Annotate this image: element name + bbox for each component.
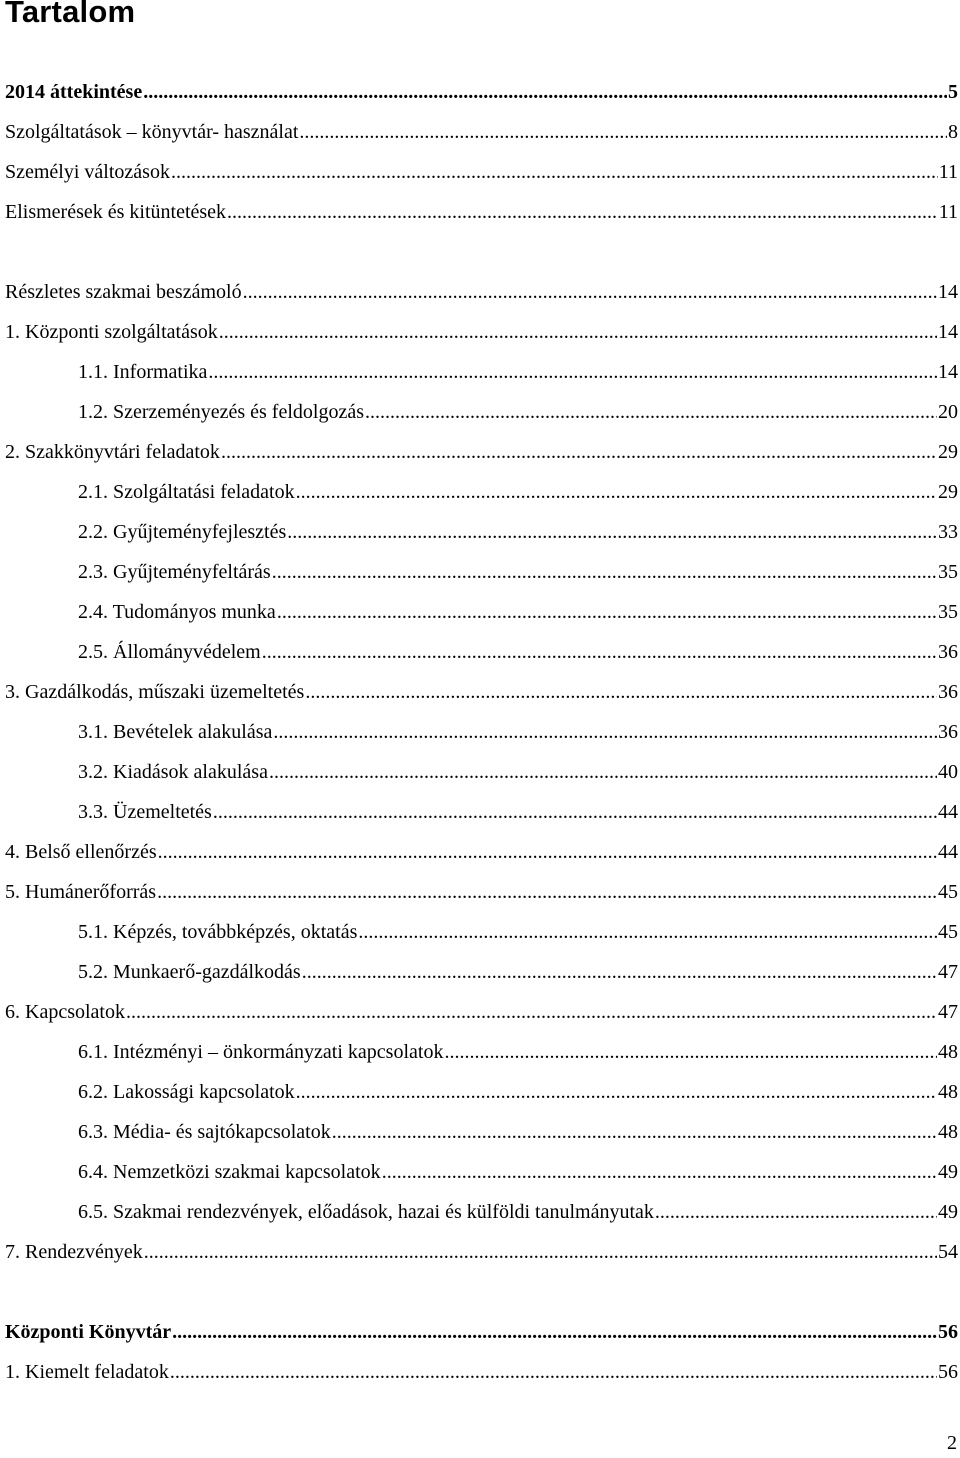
toc-entry[interactable]	[5, 424, 958, 464]
toc-entry-label: Részletes szakmai beszámoló	[5, 281, 242, 303]
toc-entry-page: 45	[938, 921, 958, 943]
toc-entry[interactable]	[78, 1064, 958, 1104]
toc-entry-page: 54	[938, 1241, 958, 1263]
toc-entry-page: 36	[938, 721, 958, 743]
toc-entry-page: 48	[938, 1121, 958, 1143]
toc-entry[interactable]	[5, 304, 958, 344]
toc-dot-leader	[262, 640, 937, 664]
toc-dot-leader	[277, 600, 937, 624]
toc-dot-leader	[358, 920, 937, 944]
toc-dot-leader	[655, 1200, 937, 1224]
toc-entry-page: 36	[938, 681, 958, 703]
page-title: Tartalom	[5, 0, 136, 29]
page-number: 2	[947, 1432, 957, 1454]
toc-dot-leader	[272, 560, 937, 584]
toc-entry-page: 14	[938, 281, 958, 303]
toc-entry-page: 33	[938, 521, 958, 543]
toc-entry-label: 2.1. Szolgáltatási feladatok	[78, 481, 295, 503]
toc-entry[interactable]	[78, 1024, 958, 1064]
toc-entry-label: 1.2. Szerzeményezés és feldolgozás	[78, 401, 364, 423]
toc-entry-label: Személyi változások	[5, 161, 170, 183]
toc-entry[interactable]	[5, 144, 958, 184]
toc-dot-leader	[126, 1000, 937, 1024]
toc-entry[interactable]	[5, 664, 958, 704]
toc-entry-page: 35	[938, 601, 958, 623]
toc-dot-leader	[221, 440, 937, 464]
toc-dot-leader	[296, 480, 937, 504]
toc-entry-label: 6.3. Média- és sajtókapcsolatok	[78, 1121, 331, 1143]
toc-entry-label: 2.3. Gyűjteményfeltárás	[78, 561, 271, 583]
toc-entry-label: 1. Kiemelt feladatok	[5, 1361, 169, 1383]
toc-entry[interactable]	[78, 384, 958, 424]
toc-entry-label: 6.1. Intézményi – önkormányzati kapcsolatok	[78, 1041, 444, 1063]
toc-entry-label: 5.1. Képzés, továbbképzés, oktatás	[78, 921, 358, 943]
toc-dot-leader	[157, 880, 937, 904]
toc-entry[interactable]	[5, 824, 958, 864]
toc-entry-label: 5. Humánerőforrás	[5, 881, 157, 903]
toc-entry-page: 47	[938, 1001, 958, 1023]
toc-entry[interactable]	[78, 1184, 958, 1224]
toc-entry[interactable]	[78, 704, 958, 744]
toc-entry-label: 3.1. Bevételek alakulása	[78, 721, 273, 743]
toc-entry[interactable]	[5, 984, 958, 1024]
toc-entry-page: 56	[938, 1321, 958, 1343]
toc-dot-leader	[332, 1120, 937, 1144]
toc-entry-page: 29	[938, 481, 958, 503]
toc-entry-page: 14	[938, 321, 958, 343]
toc-entry-page: 44	[938, 801, 958, 823]
toc-entry-label: 3.2. Kiadások alakulása	[78, 761, 268, 783]
toc-entry[interactable]	[5, 1304, 958, 1344]
toc-entry-page: 56	[938, 1361, 958, 1383]
toc-entry-page: 48	[938, 1081, 958, 1103]
toc-entry-label: 4. Belső ellenőrzés	[5, 841, 157, 863]
toc-entry-page: 48	[938, 1041, 958, 1063]
toc-entry-label: 2.4. Tudományos munka	[78, 601, 276, 623]
toc-entry[interactable]	[5, 104, 958, 144]
toc-entry[interactable]	[78, 504, 958, 544]
toc-entry[interactable]	[78, 624, 958, 664]
toc-entry-label: 2. Szakkönyvtári feladatok	[5, 441, 220, 463]
toc-entry-label: 7. Rendezvények	[5, 1241, 143, 1263]
toc-entry-label: 1.1. Informatika	[78, 361, 208, 383]
toc-entry-label: 6.2. Lakossági kapcsolatok	[78, 1081, 295, 1103]
toc-dot-leader	[299, 120, 947, 144]
toc-dot-leader	[382, 1160, 937, 1184]
toc-dot-leader	[143, 80, 947, 104]
toc-entry[interactable]	[78, 584, 958, 624]
toc-dot-leader	[243, 280, 937, 304]
toc-entry-label: 6. Kapcsolatok	[5, 1001, 125, 1023]
toc-entry-page: 36	[938, 641, 958, 663]
toc-entry-label: 6.4. Nemzetközi szakmai kapcsolatok	[78, 1161, 381, 1183]
toc-entry-page: 11	[938, 201, 958, 223]
toc-entry-label: Elismerések és kitüntetések	[5, 201, 227, 223]
toc-entry[interactable]	[78, 1144, 958, 1184]
toc-entry[interactable]	[78, 904, 958, 944]
toc-dot-leader	[269, 760, 937, 784]
toc-entry-label: 5.2. Munkaerő-gazdálkodás	[78, 961, 301, 983]
toc-entry[interactable]	[78, 344, 958, 384]
toc-dot-leader	[296, 1080, 937, 1104]
toc-entry[interactable]	[78, 744, 958, 784]
toc-entry[interactable]	[5, 1224, 958, 1264]
toc-dot-leader	[171, 160, 938, 184]
toc-dot-leader	[158, 840, 937, 864]
toc-entry-label: 2.2. Gyűjteményfejlesztés	[78, 521, 287, 543]
toc-dot-leader	[227, 200, 938, 224]
toc-entry-page: 45	[938, 881, 958, 903]
toc-entry-page: 49	[938, 1161, 958, 1183]
toc-dot-leader	[305, 680, 937, 704]
toc-dot-leader	[144, 1240, 937, 1264]
toc-entry-page: 29	[938, 441, 958, 463]
toc-dot-leader	[213, 800, 937, 824]
toc-dot-leader	[302, 960, 937, 984]
toc-entry-page: 5	[948, 81, 958, 103]
toc-entry[interactable]	[5, 64, 958, 104]
toc-entry[interactable]	[5, 264, 958, 304]
toc-entry[interactable]	[78, 784, 958, 824]
toc-entry[interactable]	[5, 184, 958, 224]
toc-entry[interactable]	[5, 864, 958, 904]
toc-entry-page: 49	[938, 1201, 958, 1223]
toc-entry-page: 8	[948, 121, 958, 143]
toc-dot-leader	[170, 1360, 937, 1384]
toc-entry-page: 40	[938, 761, 958, 783]
toc-dot-leader	[444, 1040, 937, 1064]
toc-entry-page: 11	[938, 161, 958, 183]
toc-entry-page: 20	[938, 401, 958, 423]
toc-entry-label: 2014 áttekintése	[5, 81, 143, 103]
toc-entry-label: Központi Könyvtár	[5, 1321, 172, 1343]
toc-dot-leader	[273, 720, 937, 744]
toc-entry-label: 3.3. Üzemeltetés	[78, 801, 212, 823]
toc-entry-page: 35	[938, 561, 958, 583]
toc-entry[interactable]	[5, 1344, 958, 1384]
toc-entry[interactable]	[78, 944, 958, 984]
toc-entry[interactable]	[78, 464, 958, 504]
toc-entry-page: 47	[938, 961, 958, 983]
toc-dot-leader	[172, 1320, 937, 1344]
toc-entry-label: 1. Központi szolgáltatások	[5, 321, 218, 343]
toc-entry-page: 14	[938, 361, 958, 383]
toc-entry-label: 6.5. Szakmai rendezvények, előadások, hazai és külföldi tanulmányutak	[78, 1201, 654, 1223]
toc-entry[interactable]	[78, 544, 958, 584]
toc-dot-leader	[219, 320, 937, 344]
toc-dot-leader	[287, 520, 937, 544]
toc-entry-label: 3. Gazdálkodás, műszaki üzemeltetés	[5, 681, 305, 703]
toc-entry-page: 44	[938, 841, 958, 863]
toc-entry-label: 2.5. Állományvédelem	[78, 641, 261, 663]
toc-entry[interactable]	[78, 1104, 958, 1144]
toc-dot-leader	[208, 360, 937, 384]
toc-entry-label: Szolgáltatások – könyvtár- használat	[5, 121, 299, 143]
toc-dot-leader	[365, 400, 937, 424]
